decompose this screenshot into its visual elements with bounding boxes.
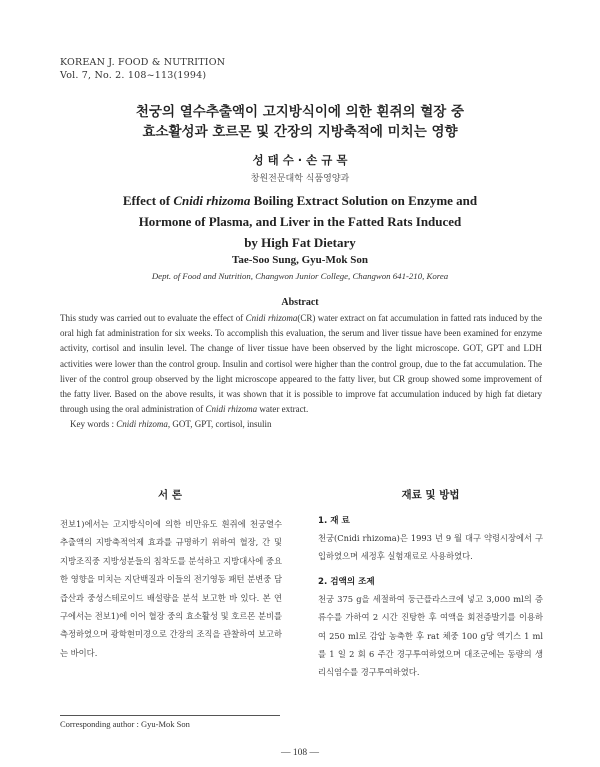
english-title-line-1: Effect of Cnidi rhizoma Boiling Extract Solution on Enzyme and: [122, 193, 478, 208]
abstract-heading: Abstract: [281, 297, 319, 308]
page-number: — 108 —: [281, 748, 319, 758]
korean-title-line-2: 효소활성과 호르몬 및 간장의 지방축적에 미치는 영향: [142, 124, 458, 140]
materials-text: 천궁(Cnidi rhizoma)은 1993 년 9 월 대구 약령시장에서 구입하였으며 세정후 실험재료로 사용하였다.: [318, 533, 543, 562]
journal-name: KOREAN J. FOOD & NUTRITION: [60, 57, 226, 68]
introduction-body: 전보1)에서는 고지방식이에 의한 비만유도 흰쥐에 천궁열수 추출액의 지방축적억제 효과를 규명하기 위하여 혈장, 간 및 지방조직중 지방성분들의 침착도를 분석하고 지방대사에 중요한 영향을 미치는 지단백질과 이들의 전기영동 패턴 분변중 담즙산과 중성스테로이드 배설량을 분석 보고한 바 있다. 본 연구에서는 전보1)에 이어 혈장 중의 효소활성 및 호르몬 분비를 측정하였으며 광학현미경으로 간장의 조직을 관찰하여 보고하는 바이다.: [60, 519, 282, 658]
journal-volume: Vol. 7, No. 2. 108~113(1994): [60, 70, 207, 81]
korean-title-line-1: 천궁의 열수추출액이 고지방식이에 의한 흰쥐의 혈장 중: [135, 104, 465, 120]
korean-authors: 성 태 수 · 손 규 목: [252, 153, 348, 167]
methods-body: [318, 513, 543, 682]
subsection-extract: 2. 검액의 조제: [318, 576, 375, 587]
korean-title: [0, 102, 600, 142]
english-authors: Tae-Soo Sung, Gyu-Mok Son: [232, 254, 368, 266]
english-title: [0, 190, 600, 253]
english-title-line-2: Hormone of Plasma, and Liver in the Fatted Rats Induced: [138, 214, 462, 229]
footnote-rule: [60, 715, 280, 716]
extract-text: 천궁 375 g을 세절하여 둥근플라스크에 넣고 3,000 ml의 증류수를 가하여 2 시간 진탕한 후 여액을 회전증발기를 이용하여 250 ml로 감압 농축한 후 rat 체중 100 g당 엑기스 1 ml를 1 일 2 회 6 주간 경구투여하였으며 대조군에는 동량의 생리식염수를 경구투여하였다.: [318, 593, 543, 678]
abstract-body: [60, 311, 542, 433]
english-title-species: Cnidi rhizoma: [173, 193, 251, 208]
methods-heading: 재료 및 방법: [401, 489, 460, 501]
korean-affiliation: 창원전문대학 식품영양과: [250, 174, 350, 184]
journal-header: [60, 56, 225, 82]
keywords: Key words : Cnidi rhizoma, GOT, GPT, cortisol, insulin: [70, 419, 272, 430]
english-title-line-3: by High Fat Dietary: [244, 235, 356, 250]
subsection-materials: 1. 재 료: [318, 516, 350, 526]
abstract-paragraph: This study was carried out to evaluate the effect of Cnidi rhizoma(CR) water extract on fat accumulation in fatted rats induced by the oral high fat administration for six weeks. To accomplish this evaluation, the serum and liver tissue have been examined for enzyme activity, cortisol and insulin level. The change of liver tissue have been observed by the light microscope. GOT, GPT and LDH activities were lower than the control group. Insulin and cortisol were higher than the control group, due to the fat accumulation. The liver of the control group observed by the light microscope appeared to the fatty liver, but CR group showed some improvement of the fatty liver. Based on the above results, it was shown that it is possible to improve fat accumulation induced by high fat dietary through using the oral administration of Cnidi rhizoma water extract.: [60, 313, 542, 415]
corresponding-author: Corresponding author : Gyu-Mok Son: [60, 719, 190, 729]
english-affiliation: Dept. of Food and Nutrition, Changwon Junior College, Changwon 641-210, Korea: [151, 271, 449, 281]
introduction-heading: 서 론: [158, 489, 182, 501]
